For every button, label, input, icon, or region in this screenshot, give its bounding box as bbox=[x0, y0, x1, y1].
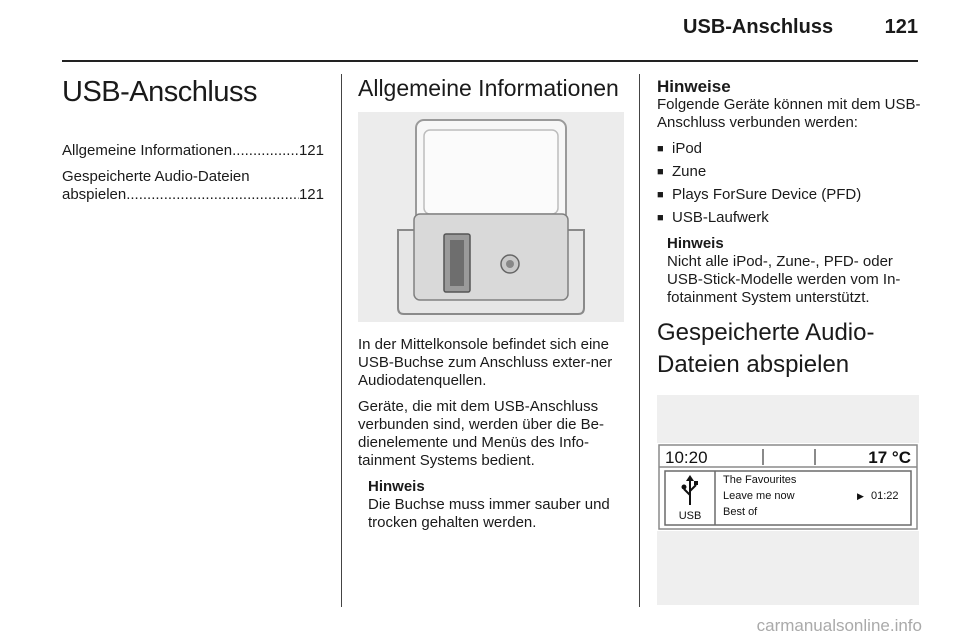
watermark: carmanualsonline.info bbox=[756, 616, 922, 635]
list-item: ■ USB-Laufwerk bbox=[657, 209, 769, 226]
page-header bbox=[683, 16, 918, 39]
track-item: Best of bbox=[723, 506, 758, 518]
hints-column bbox=[657, 78, 923, 605]
header-rule bbox=[62, 60, 918, 62]
list-item: ■ Zune bbox=[657, 163, 707, 180]
toc-column bbox=[62, 76, 324, 212]
toc-entry-page: 121 bbox=[298, 186, 324, 203]
hints-note bbox=[657, 235, 923, 307]
temperature: 17 °C bbox=[868, 448, 911, 467]
list-item: ■ Plays ForSure Device (PFD) bbox=[657, 186, 862, 203]
column-divider-1 bbox=[341, 74, 342, 607]
note-text: Die Buchse muss immer sauber und trocken gehalten werden. bbox=[368, 496, 610, 531]
header-title: USB-Anschluss bbox=[683, 16, 834, 38]
note-title: Hinweis bbox=[368, 478, 425, 495]
general-info-column bbox=[358, 76, 624, 532]
note-text: Nicht alle iPod-, Zune-, PFD- oder USB-Stick-Modelle werden vom In-fotainment System unterstützt. bbox=[667, 253, 901, 306]
toc-entry[interactable] bbox=[62, 142, 324, 160]
note-title: Hinweis bbox=[667, 235, 724, 252]
toc-entry-text: abspielen bbox=[62, 186, 127, 203]
track-item: Leave me now bbox=[723, 490, 795, 502]
playback-title: Gespeicherte Audio- Dateien abspielen bbox=[657, 319, 875, 378]
toc-entry-text: Allgemeine Informationen bbox=[62, 142, 233, 159]
toc-entry-line1[interactable]: Gespeicherte Audio-Dateien bbox=[62, 168, 250, 185]
general-paragraph-2: Geräte, die mit dem USB-Anschluss verbunden sind, werden über die Be-dienelemente und Menüs des Info-tainment Systems bedient. bbox=[358, 398, 604, 469]
track-item: The Favourites bbox=[723, 474, 797, 486]
device-list bbox=[657, 140, 923, 227]
toc-leader bbox=[232, 142, 299, 160]
usb-label: USB bbox=[678, 510, 702, 522]
list-item: ■ iPod bbox=[657, 140, 703, 157]
toc-entry-page: 121 bbox=[298, 142, 324, 159]
page-number: 121 bbox=[884, 16, 918, 38]
general-paragraph-1: In der Mittelkonsole befindet sich eine USB-Buchse zum Anschluss exter-ner Audiodatenquellen. bbox=[358, 336, 613, 389]
hints-title: Hinweise bbox=[657, 77, 731, 96]
clock-time: 10:20 bbox=[665, 448, 708, 467]
column-divider-2 bbox=[639, 74, 640, 607]
toc-leader bbox=[126, 186, 299, 204]
elapsed-time: 01:22 bbox=[871, 490, 899, 502]
chapter-title: USB-Anschluss bbox=[62, 76, 257, 108]
toc-entry[interactable] bbox=[62, 186, 324, 204]
section-title: Allgemeine Informationen bbox=[358, 75, 619, 101]
play-icon: ▶ bbox=[857, 492, 864, 502]
hints-intro: Folgende Geräte können mit dem USB-Anschluss verbunden werden: bbox=[657, 96, 921, 131]
general-note bbox=[358, 478, 624, 532]
infotainment-display bbox=[657, 395, 919, 605]
usb-port-photo bbox=[358, 112, 624, 322]
